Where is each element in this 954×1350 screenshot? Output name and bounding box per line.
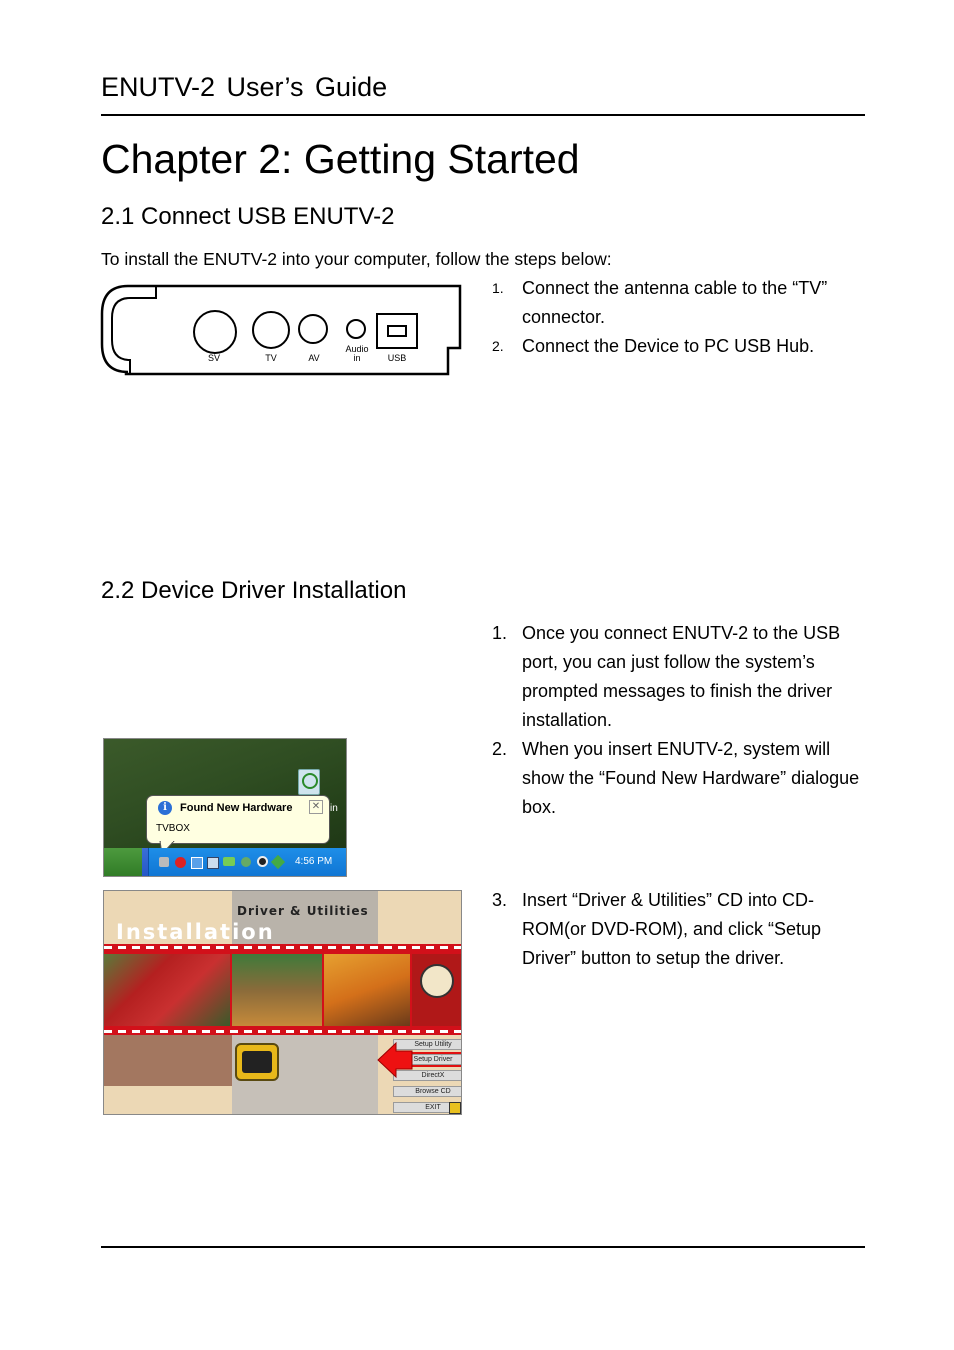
info-icon: i <box>158 801 172 815</box>
footer-rule <box>101 1246 865 1248</box>
section-heading-connect: 2.1 Connect USB ENUTV-2 <box>101 203 395 230</box>
installer-title: Installation <box>116 920 275 944</box>
list-item: 2. When you insert ENUTV-2, system will show the “Found New Hardware” dialogue box. <box>492 739 860 817</box>
directx-button[interactable]: DirectX <box>393 1070 462 1081</box>
close-icon[interactable]: ✕ <box>309 800 323 814</box>
header-rule <box>101 114 865 116</box>
port-label-audio-in: Audio in <box>345 344 369 363</box>
setup-driver-button[interactable]: Setup Driver <box>393 1054 462 1065</box>
port-label-av: AV <box>308 353 320 363</box>
section-intro: To install the ENUTV-2 into your computer, follow the steps below: <box>101 249 612 269</box>
soccer-photo <box>104 954 230 1026</box>
red-arrow-pointer <box>376 1041 414 1079</box>
recycle-bin-icon <box>298 769 320 795</box>
start-button-fragment[interactable] <box>104 848 142 877</box>
balloon-title: Found New Hardware <box>180 802 293 814</box>
installer-screenshot <box>103 890 462 1115</box>
list-item: 1. Connect the antenna cable to the “TV” connector. <box>492 278 828 327</box>
corner-logo-icon <box>449 1102 461 1114</box>
running-header: ENUTV-2 User’s Guide <box>101 72 388 102</box>
port-label-sv: SV <box>207 353 221 363</box>
tray-icon[interactable] <box>271 855 285 869</box>
tray-icon[interactable] <box>175 857 186 868</box>
tv-port <box>253 312 289 348</box>
installer-header: Driver & Utilities <box>237 904 369 918</box>
driver-steps-list <box>492 619 867 822</box>
usb-port-outer <box>377 314 417 348</box>
balloon-body: TVBOX <box>156 823 190 834</box>
list-item: 3. Insert “Driver & Utilities” CD into CD-ROM(or DVD-ROM), and click “Setup Driver” button to setup the driver. <box>492 890 822 968</box>
audio-in-port <box>347 320 365 338</box>
sv-port <box>194 311 236 353</box>
film-strip <box>104 944 462 1035</box>
list-item: 1. Once you connect ENUTV-2 to the USB port, you can just follow the system’s prompted messages to finish the driver installation. <box>492 623 841 730</box>
device-back-panel-figure <box>100 284 464 378</box>
found-new-hardware-screenshot: in i Found New Hardware ✕ TVBOX 4:56 PM <box>103 738 347 877</box>
tray-icon[interactable] <box>159 857 169 867</box>
basketball-photo <box>324 954 410 1026</box>
tray-icon[interactable] <box>223 857 235 866</box>
port-label-usb: USB <box>387 353 407 363</box>
setup-utility-button[interactable]: Setup Utility <box>393 1039 462 1050</box>
soccer-ball-photo <box>412 954 462 1026</box>
exit-button[interactable]: EXIT <box>393 1102 462 1113</box>
athletics-photo <box>232 954 322 1026</box>
section-heading-driver: 2.2 Device Driver Installation <box>101 577 407 604</box>
chapter-title: Chapter 2: Getting Started <box>101 136 580 182</box>
tv-icon <box>235 1043 279 1081</box>
driver-step3-list <box>492 886 867 973</box>
brown-panel <box>104 1035 232 1086</box>
av-port <box>299 315 327 343</box>
tray-icon[interactable] <box>257 856 268 867</box>
list-item: 2. Connect the Device to PC USB Hub. <box>492 336 815 356</box>
clock[interactable]: 4:56 PM <box>295 856 333 867</box>
notification-balloon <box>146 795 330 844</box>
usb-port-inner <box>388 326 406 336</box>
tray-icon[interactable] <box>207 857 219 869</box>
connect-steps-list <box>492 274 867 361</box>
browse-cd-button[interactable]: Browse CD <box>393 1086 462 1097</box>
tray-icon[interactable] <box>191 857 203 869</box>
port-label-tv: TV <box>265 353 277 363</box>
tray-icon[interactable] <box>241 857 251 867</box>
system-tray <box>148 848 347 877</box>
